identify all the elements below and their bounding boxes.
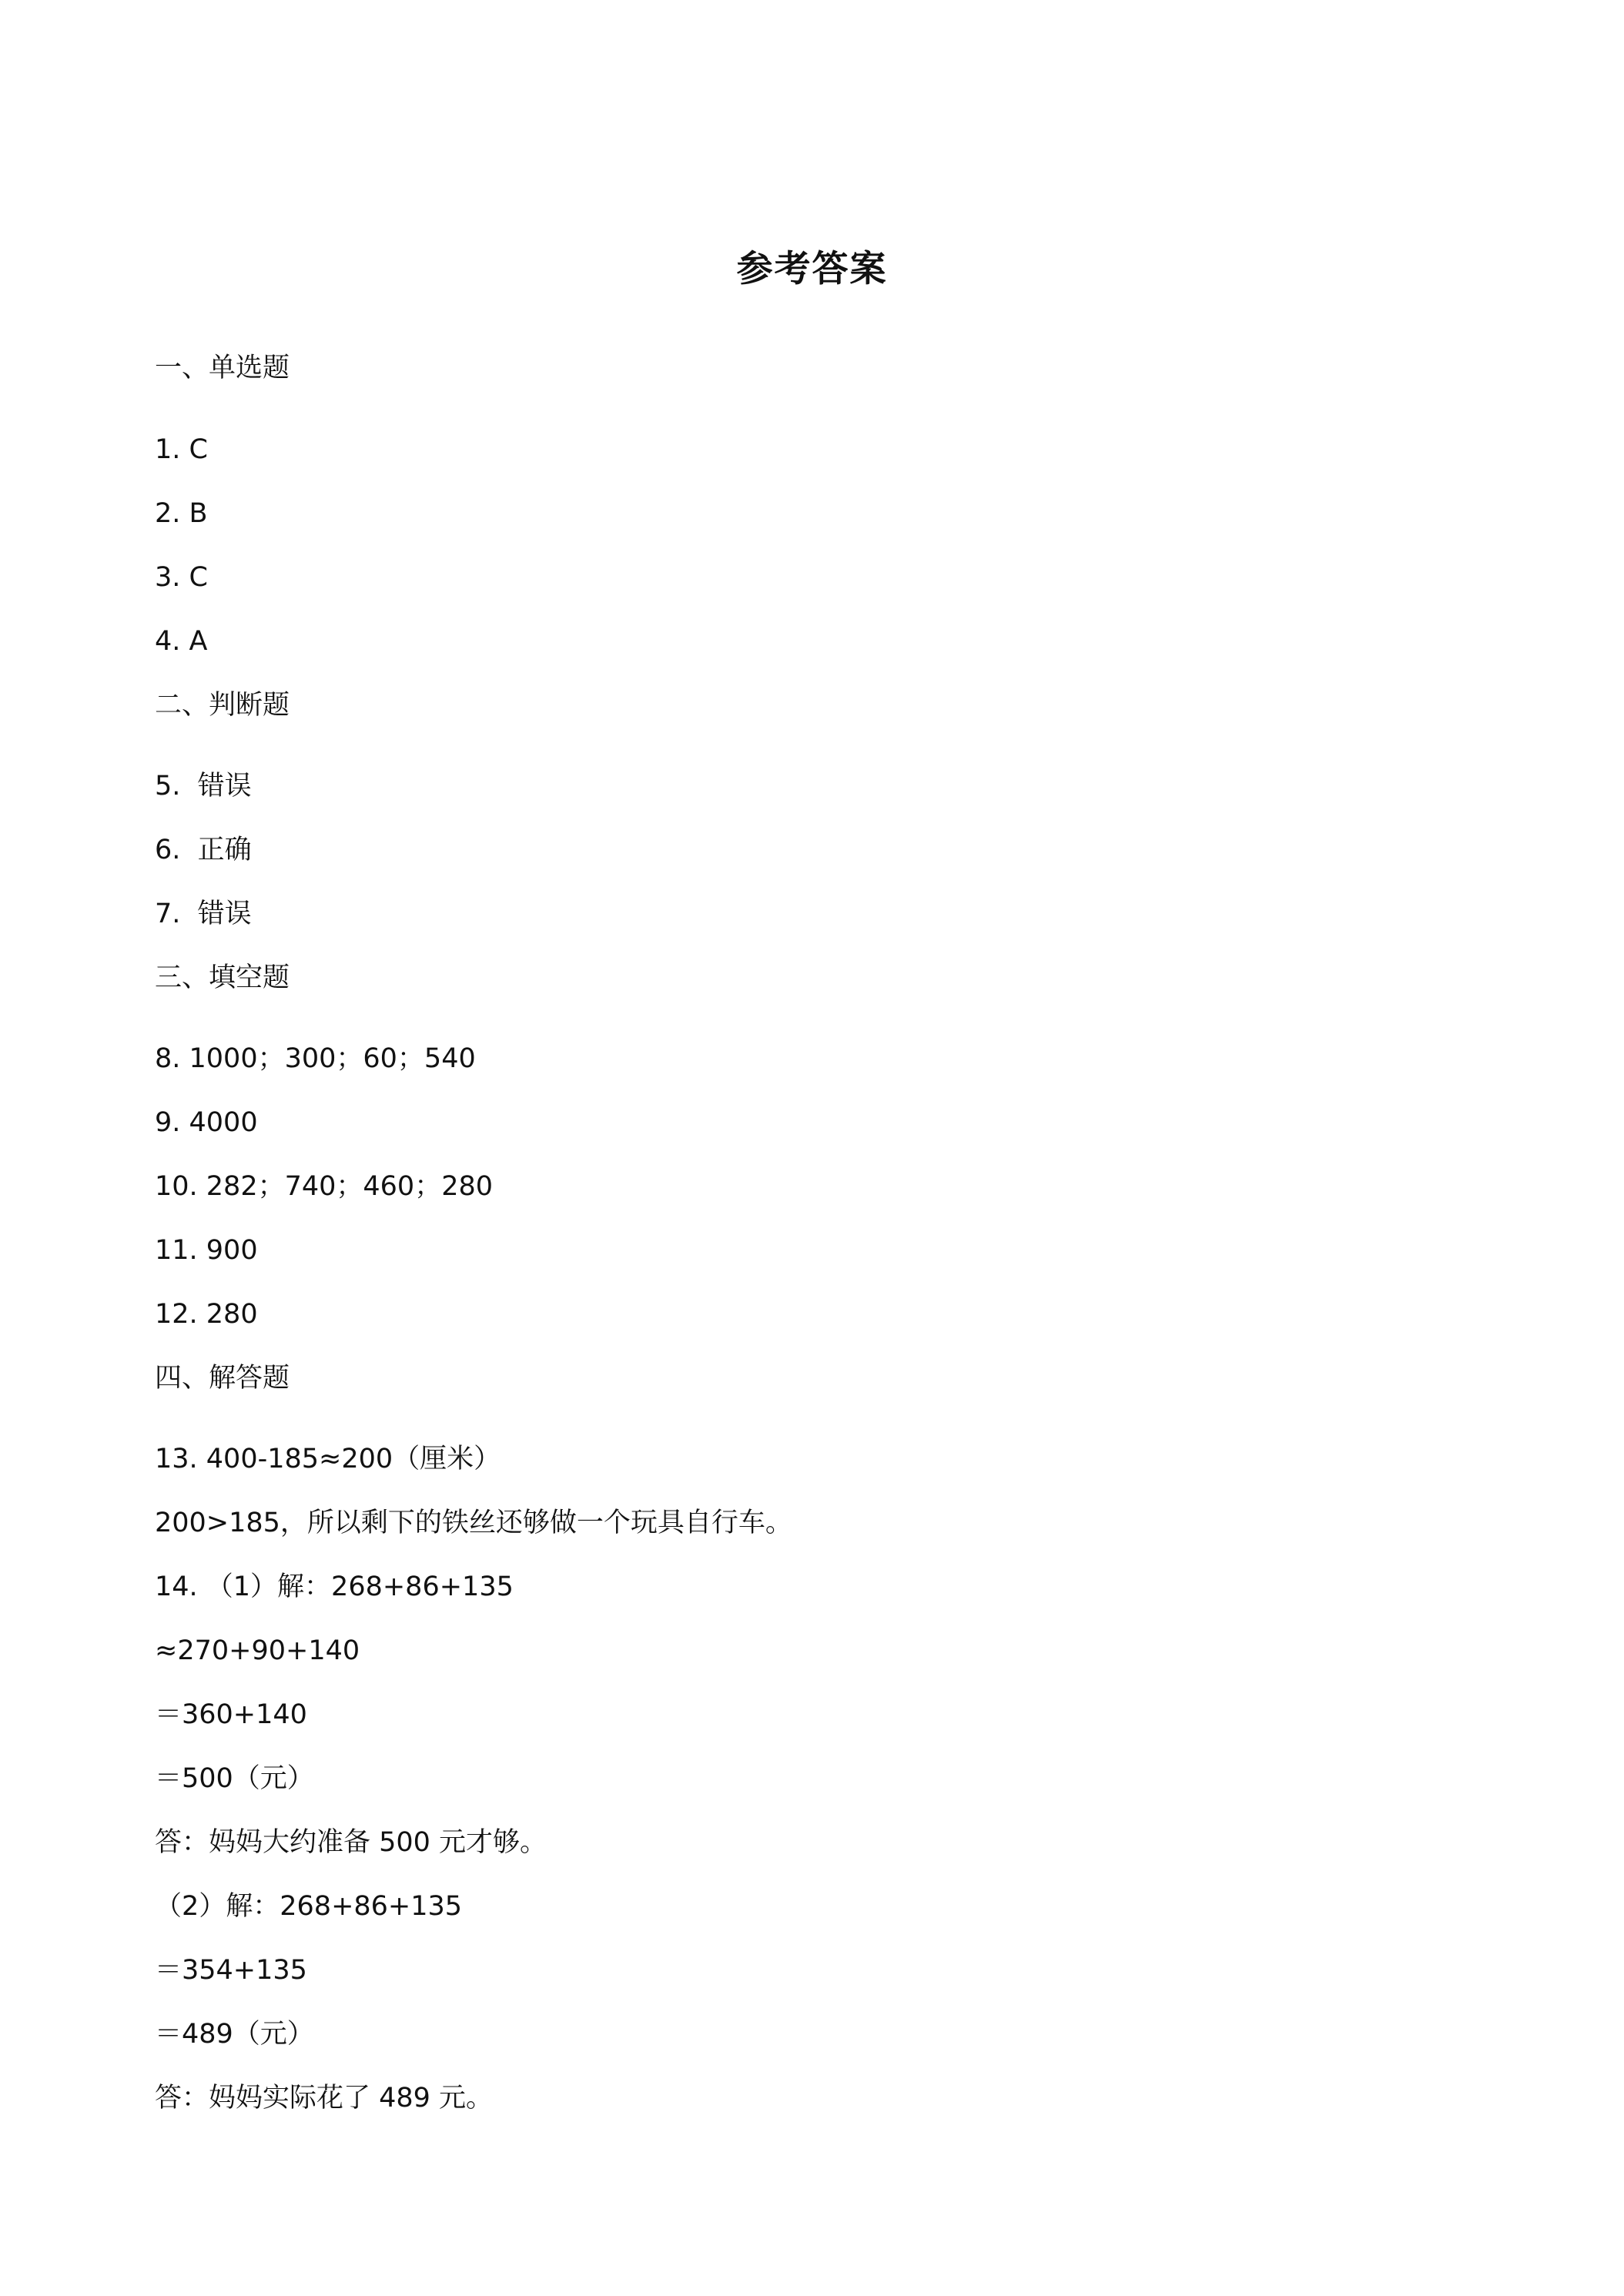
solution-line: ＝500（元）	[155, 1763, 314, 1794]
solution-line: 答：妈妈大约准备 500 元才够。	[155, 1827, 547, 1858]
solution-line: 答：妈妈实际花了 489 元。	[155, 2083, 494, 2114]
page-title: 参考答案	[736, 248, 888, 290]
answer-item: 11. 900	[155, 1235, 258, 1266]
answer-item: 12. 280	[155, 1299, 258, 1330]
solution-line: （2）解：268+86+135	[155, 1891, 463, 1922]
solution-line: 13. 400-185≈200（厘米）	[155, 1444, 501, 1474]
answer-item: 6. 正确	[155, 835, 252, 865]
answer-item: 8. 1000；300；60；540	[155, 1043, 476, 1074]
answer-item: 2. B	[155, 498, 208, 529]
solution-line: ≈270+90+140	[155, 1635, 360, 1666]
solution-line: 200>185，所以剩下的铁丝还够做一个玩具自行车。	[155, 1508, 792, 1538]
section-heading-single-choice: 一、单选题	[155, 353, 290, 383]
solution-line: 14. （1）解：268+86+135	[155, 1571, 514, 1602]
solution-line: ＝360+140	[155, 1699, 307, 1730]
section-heading-true-false: 二、判断题	[155, 690, 290, 721]
answer-item: 9. 4000	[155, 1107, 258, 1138]
section-heading-solutions: 四、解答题	[155, 1363, 290, 1394]
solution-line: ＝354+135	[155, 1955, 307, 1986]
solution-line: ＝489（元）	[155, 2019, 314, 2050]
answer-item: 7. 错误	[155, 899, 252, 929]
answer-item: 3. C	[155, 562, 208, 593]
answer-item: 10. 282；740；460；280	[155, 1171, 494, 1202]
answer-item: 4. A	[155, 626, 208, 657]
answer-item: 5. 错误	[155, 771, 252, 802]
answer-item: 1. C	[155, 434, 208, 465]
section-heading-fill-blank: 三、填空题	[155, 962, 290, 993]
